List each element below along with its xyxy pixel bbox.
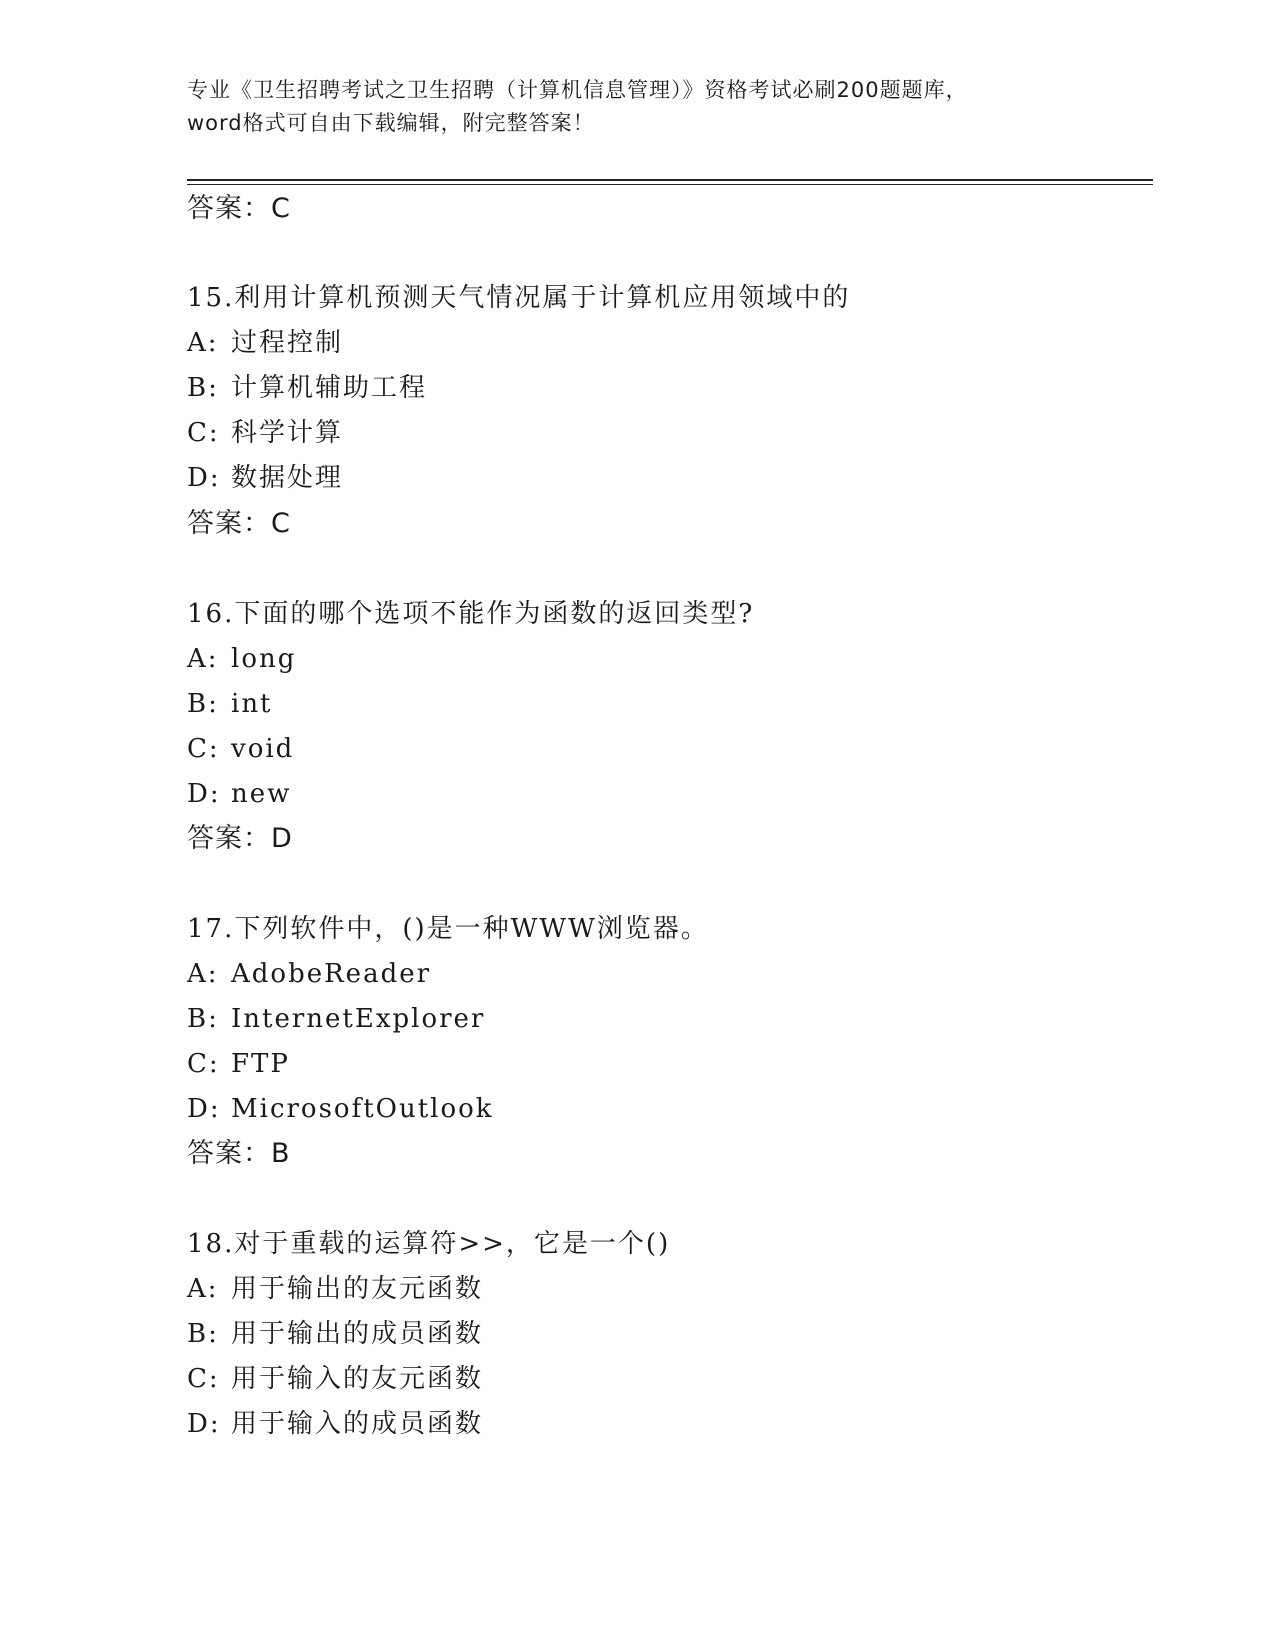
option-text: 数据处理 [231, 463, 344, 493]
answer-q17: 答案：B [187, 1138, 291, 1169]
option-letter: D: [187, 1409, 221, 1439]
header-line-1: 专业《卫生招聘考试之卫生招聘（计算机信息管理）》资格考试必刷200题题库， [187, 78, 968, 102]
option-text: long [231, 644, 297, 674]
question-15-option-b [187, 372, 427, 404]
answer-q16: 答案：D [187, 823, 293, 854]
option-text: 用于输入的成员函数 [231, 1409, 484, 1439]
answer-q14: 答案：C [187, 193, 291, 224]
question-16-option-d [187, 778, 291, 810]
option-text: InternetExplorer [231, 1004, 486, 1034]
document-header [187, 74, 1087, 140]
option-text: 科学计算 [231, 418, 344, 448]
option-text: AdobeReader [231, 959, 432, 989]
question-15-option-a [187, 327, 343, 359]
option-text: 过程控制 [231, 328, 344, 358]
option-text: 计算机辅助工程 [231, 373, 428, 403]
option-text: MicrosoftOutlook [231, 1094, 494, 1124]
question-16-option-b [187, 688, 273, 720]
option-letter: C: [187, 734, 220, 764]
option-text: 用于输出的友元函数 [231, 1274, 484, 1304]
question-15-option-d [187, 462, 343, 494]
question-18-option-b [187, 1318, 483, 1350]
option-letter: D: [187, 1094, 221, 1124]
question-16-option-a [187, 643, 296, 675]
option-letter: A: [187, 328, 219, 358]
option-letter: A: [187, 959, 219, 989]
option-letter: D: [187, 779, 221, 809]
question-18-option-c [187, 1363, 483, 1395]
question-17-option-a [187, 958, 431, 990]
question-15-stem: 15.利用计算机预测天气情况属于计算机应用领域中的 [187, 283, 851, 313]
option-text: 用于输出的成员函数 [231, 1319, 484, 1349]
option-letter: B: [187, 1319, 219, 1349]
header-rule-thick [187, 179, 1153, 181]
question-17-option-d [187, 1093, 494, 1125]
header-rule-thin [187, 184, 1153, 185]
option-text: new [231, 779, 292, 809]
option-text: FTP [231, 1049, 290, 1079]
option-letter: B: [187, 689, 219, 719]
option-letter: C: [187, 1364, 220, 1394]
question-16-stem: 16.下面的哪个选项不能作为函数的返回类型? [187, 599, 755, 629]
question-15-option-c [187, 417, 343, 449]
option-text: int [231, 689, 273, 719]
question-18-option-d [187, 1408, 483, 1440]
option-letter: B: [187, 1004, 219, 1034]
question-17-option-b [187, 1003, 485, 1035]
question-16-option-c [187, 733, 294, 765]
header-line-2: word格式可自由下载编辑，附完整答案！ [187, 111, 595, 135]
option-letter: A: [187, 644, 219, 674]
option-text: 用于输入的友元函数 [231, 1364, 484, 1394]
option-text: void [231, 734, 295, 764]
option-letter: B: [187, 373, 219, 403]
question-18-option-a [187, 1273, 483, 1305]
question-17-stem: 17.下列软件中，()是一种WWW浏览器。 [187, 914, 709, 944]
option-letter: C: [187, 1049, 220, 1079]
question-18-stem: 18.对于重载的运算符>>，它是一个() [187, 1229, 671, 1259]
option-letter: C: [187, 418, 220, 448]
option-letter: A: [187, 1274, 219, 1304]
option-letter: D: [187, 463, 221, 493]
question-17-option-c [187, 1048, 290, 1080]
answer-q15: 答案：C [187, 508, 291, 539]
